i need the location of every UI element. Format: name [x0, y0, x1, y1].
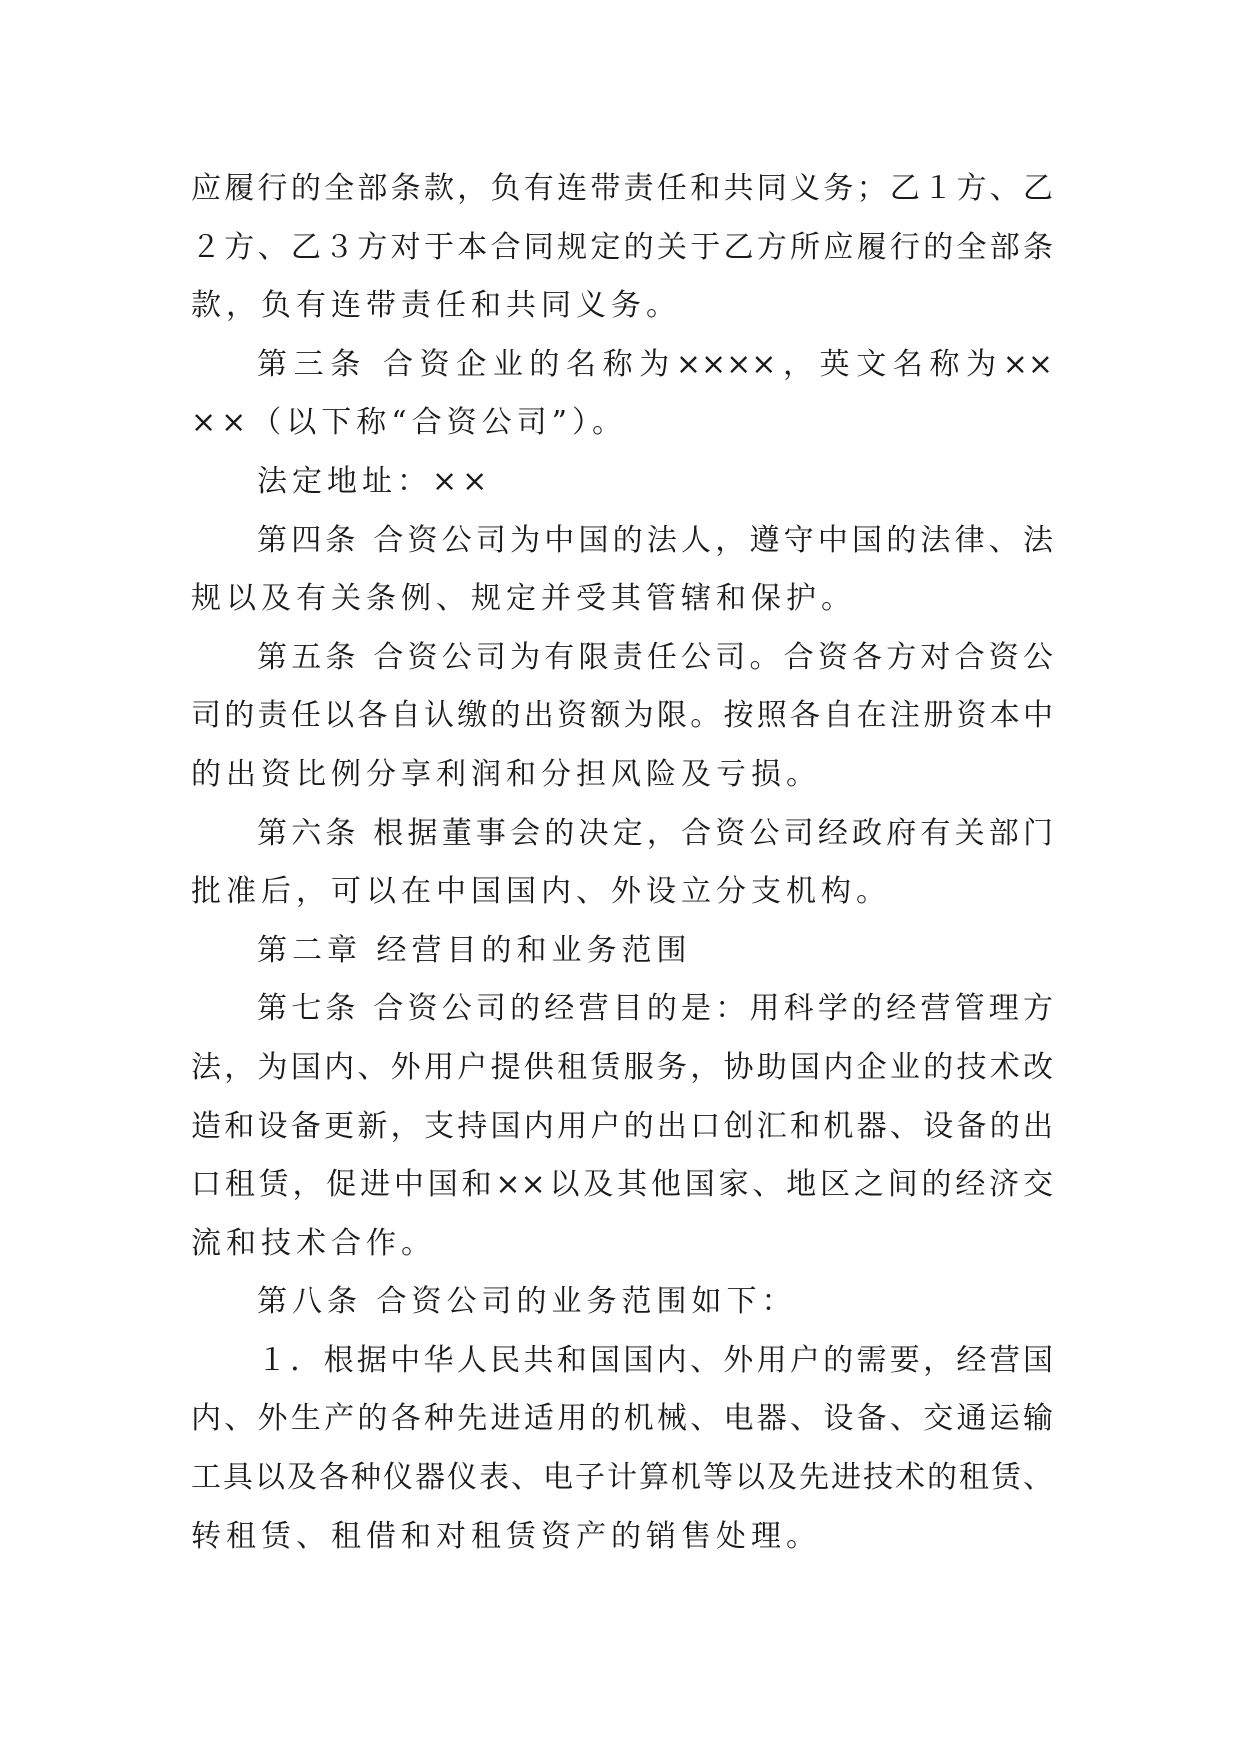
text-line: 口租赁，促进中国和××以及其他国家、地区之间的经济交 — [191, 1167, 1053, 1203]
chapter-2-heading: 第二章 经营目的和业务范围 — [257, 932, 692, 968]
text-line: 批准后，可以在中国国内、外设立分支机构。 — [191, 874, 891, 910]
text-line: 法，为国内、外用户提供租赁服务，协助国内企业的技术改 — [191, 1049, 1053, 1085]
article-5-heading-line: 第五条 合资公司为有限责任公司。合资各方对合资公 — [257, 639, 1053, 675]
article-8-heading-line: 第八条 合资公司的业务范围如下： — [257, 1284, 797, 1320]
document-body — [191, 160, 1053, 1566]
text-line: 转租赁、租借和对租赁资产的销售处理。 — [191, 1518, 821, 1554]
article-4-heading-line: 第四条 合资公司为中国的法人，遵守中国的法律、法 — [257, 522, 1053, 558]
text-line: 造和设备更新，支持国内用户的出口创汇和机器、设备的出 — [191, 1108, 1053, 1144]
article-6-heading-line: 第六条 根据董事会的决定，合资公司经政府有关部门 — [257, 815, 1053, 851]
text-line: 应履行的全部条款，负有连带责任和共同义务；乙１方、乙 — [191, 171, 1053, 206]
list-item-1-line: １．根据中华人民共和国国内、外用户的需要，经营国 — [257, 1342, 1053, 1378]
text-line: 工具以及各种仪器仪表、电子计算机等以及先进技术的租赁、 — [191, 1460, 1053, 1496]
text-line: 的出资比例分享利润和分担风险及亏损。 — [191, 756, 821, 792]
legal-address-line: 法定地址：×× — [257, 463, 493, 499]
text-line: 款，负有连带责任和共同义务。 — [191, 288, 681, 324]
text-line: 规以及有关条例、规定并受其管辖和保护。 — [191, 581, 856, 617]
text-line: 流和技术合作。 — [191, 1225, 436, 1261]
article-3-heading-line: 第三条 合资企业的名称为××××，英文名称为×× — [257, 346, 1053, 382]
text-line: 内、外生产的各种先进适用的机械、电器、设备、交通运输 — [191, 1401, 1053, 1437]
text-line: 司的责任以各自认缴的出资额为限。按照各自在注册资本中 — [191, 698, 1053, 734]
text-line: ２方、乙３方对于本合同规定的关于乙方所应履行的全部条 — [191, 229, 1053, 265]
article-7-heading-line: 第七条 合资公司的经营目的是：用科学的经营管理方 — [257, 991, 1053, 1027]
text-line: ××（以下称“合资公司”）。 — [191, 405, 627, 441]
